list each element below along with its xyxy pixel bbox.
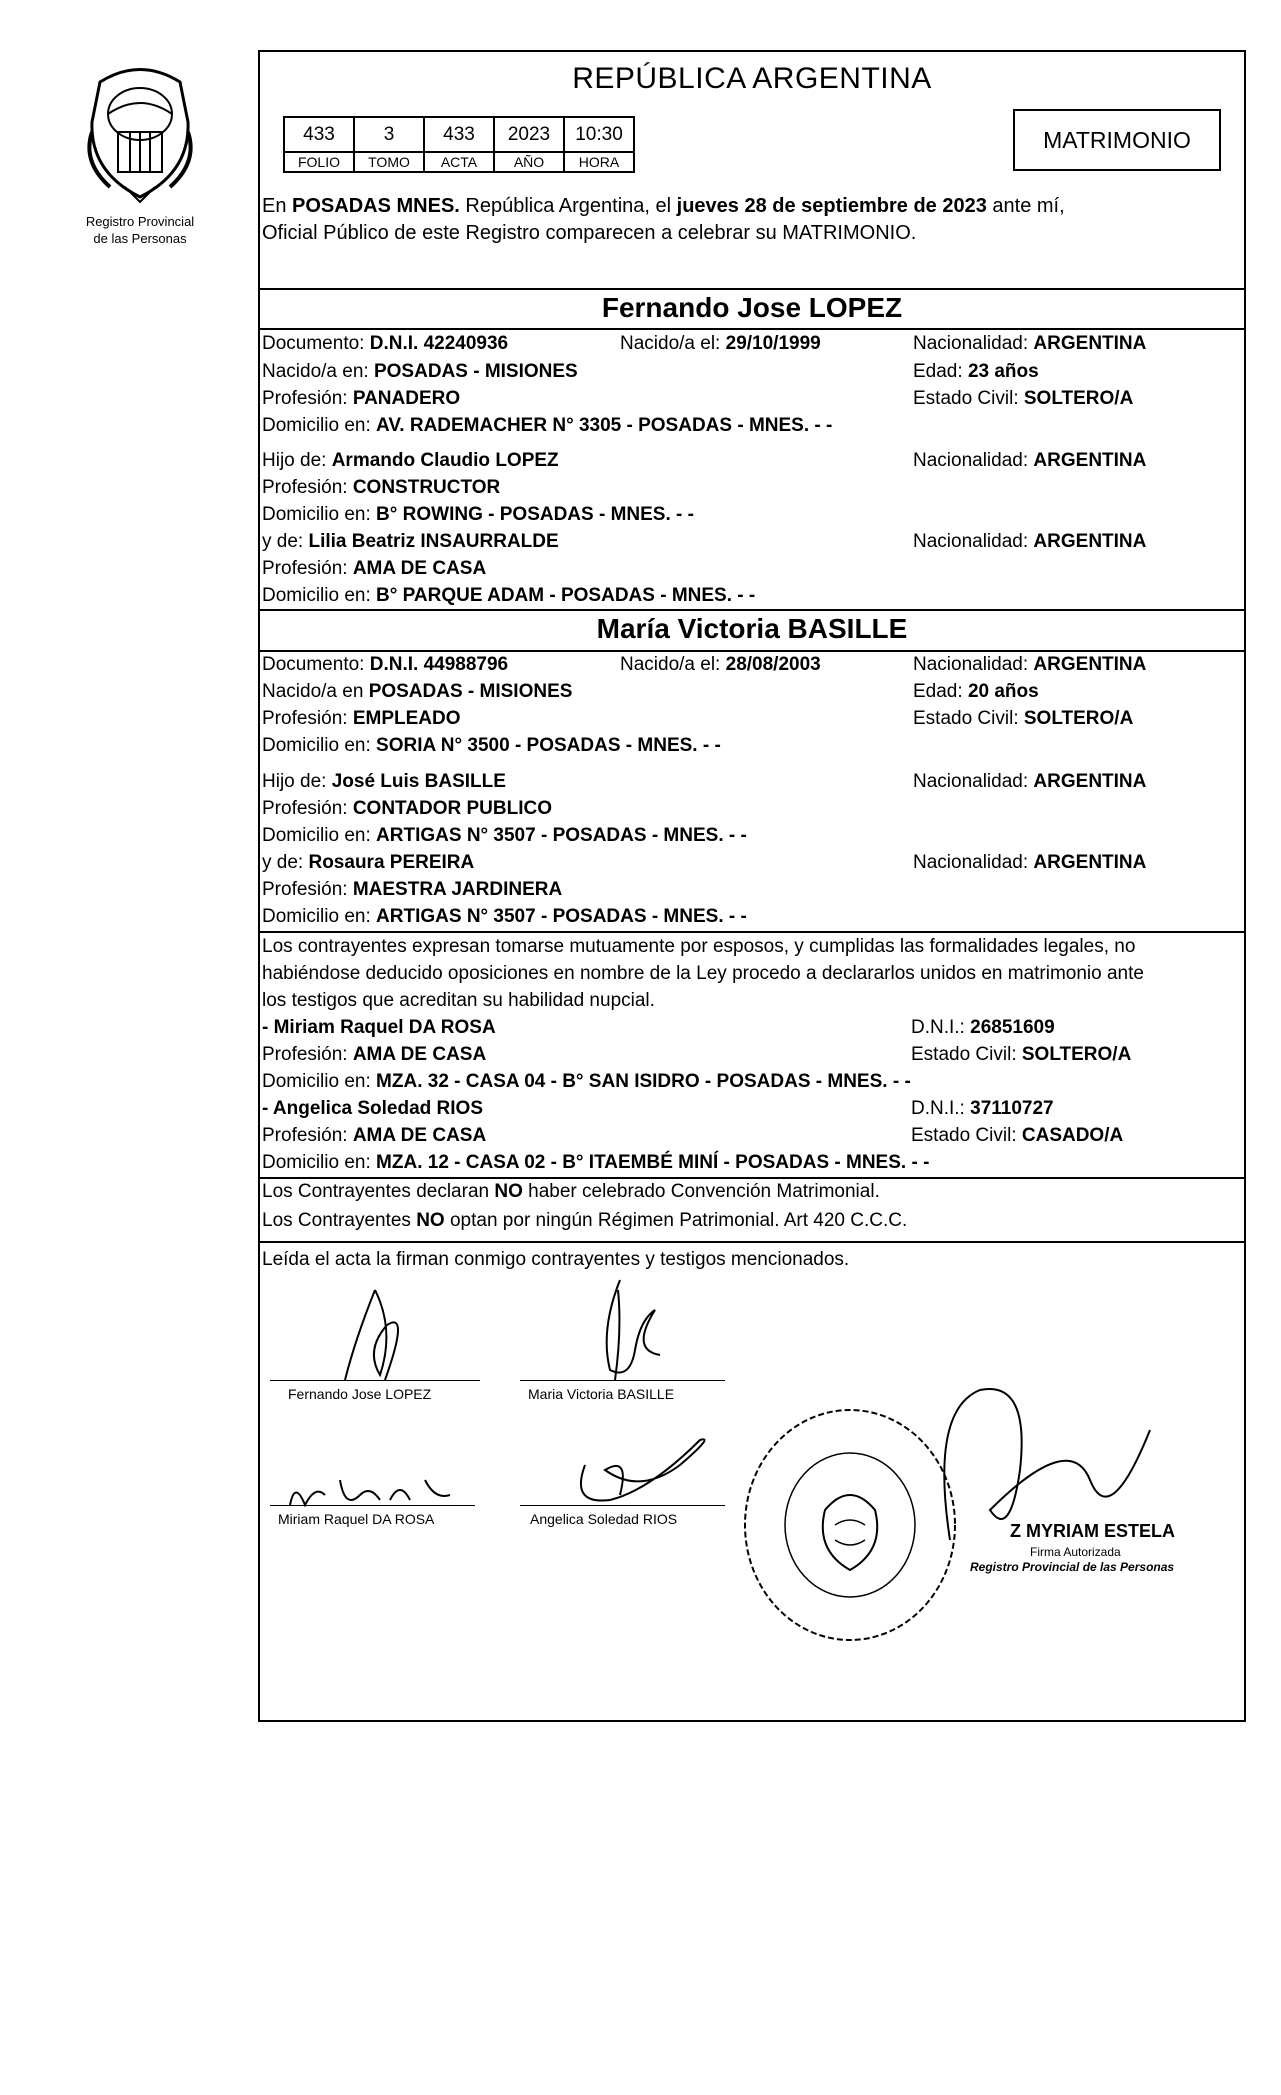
witness1-dni: D.N.I.: 26851609: [911, 1017, 1055, 1038]
spouse2-mother: y de: Rosaura PEREIRA: [262, 852, 475, 873]
page-title: REPÚBLICA ARGENTINA: [572, 62, 932, 95]
witness1-civil-status: Estado Civil: SOLTERO/A: [911, 1044, 1132, 1065]
declaration-text: Los contrayentes expresan tomarse mutuamente por esposos, y cumplidas las formalidades legales, no habiéndose deducido oposiciones en nombre de la Ley procedo a declararlos unidos en matrimonio ante los testigos que acreditan su habilidad nupcial.: [262, 936, 1144, 1011]
spouse1-age: Edad: 23 años: [913, 361, 1039, 382]
signature-spouse1: [325, 1280, 445, 1390]
divider: [258, 1241, 1246, 1243]
divider: [258, 609, 1246, 611]
spouse2-birthplace: Nacido/a en POSADAS - MISIONES: [262, 681, 573, 702]
signature-label-spouse1: Fernando Jose LOPEZ: [288, 1386, 432, 1402]
spouse2-father-nationality: Nacionalidad: ARGENTINA: [913, 771, 1147, 792]
spouse2-profession: Profesión: EMPLEADO: [262, 708, 461, 729]
spouse1-nationality: Nacionalidad: ARGENTINA: [913, 333, 1147, 354]
spouse2-nationality: Nacionalidad: ARGENTINA: [913, 654, 1147, 675]
coat-of-arms-icon: [80, 62, 200, 212]
acta-value: 433: [424, 117, 494, 152]
spouse1-father: Hijo de: Armando Claudio LOPEZ: [262, 450, 559, 471]
spouse2-document: Documento: D.N.I. 44988796: [262, 654, 509, 675]
tomo-label: TOMO: [354, 152, 424, 172]
folio-label: FOLIO: [284, 152, 354, 172]
spouse1-father-nationality: Nacionalidad: ARGENTINA: [913, 450, 1147, 471]
hora-value: 10:30: [564, 117, 634, 152]
signature-line: [270, 1505, 475, 1506]
witness2-civil-status: Estado Civil: CASADO/A: [911, 1125, 1124, 1146]
matrimonial-convention: Los Contrayentes declaran NO haber celebrado Convención Matrimonial.: [262, 1181, 880, 1202]
signature-label-witness1: Miriam Raquel DA ROSA: [278, 1511, 435, 1527]
signature-witness1: [285, 1460, 485, 1515]
witness2-dni: D.N.I.: 37110727: [911, 1098, 1054, 1119]
divider: [258, 288, 1246, 290]
spouse2-name: María Victoria BASILLE: [596, 613, 908, 644]
signature-label-witness2: Angelica Soledad RIOS: [530, 1511, 678, 1527]
spouse2-father: Hijo de: José Luis BASILLE: [262, 771, 506, 792]
tomo-value: 3: [354, 117, 424, 152]
logo-caption-1: Registro Provincial: [85, 214, 195, 229]
witness2-address: Domicilio en: MZA. 12 - CASA 02 - B° ITAEMBÉ MINÍ - POSADAS - MNES. - -: [262, 1152, 930, 1173]
divider: [258, 650, 1246, 652]
spouse1-document: Documento: D.N.I. 42240936: [262, 333, 509, 354]
divider: [258, 1177, 1246, 1179]
document-type-box: MATRIMONIO: [1013, 109, 1221, 171]
spouse1-address: Domicilio en: AV. RADEMACHER N° 3305 - POSADAS - MNES. - -: [262, 415, 833, 436]
spouse1-mother-address: Domicilio en: B° PARQUE ADAM - POSADAS - MNES. - -: [262, 585, 756, 606]
closing-text: Leída el acta la firman conmigo contrayentes y testigos mencionados.: [262, 1249, 850, 1270]
spouse1-father-address: Domicilio en: B° ROWING - POSADAS - MNES. - -: [262, 504, 694, 525]
ano-label: AÑO: [494, 152, 564, 172]
intro-place: POSADAS MNES.: [292, 195, 460, 217]
hora-label: HORA: [564, 152, 634, 172]
witness2-name: - Angelica Soledad RIOS: [262, 1098, 484, 1119]
official-role: Firma Autorizada: [1030, 1545, 1121, 1559]
spouse2-age: Edad: 20 años: [913, 681, 1039, 702]
signature-line: [520, 1380, 725, 1381]
spouse2-mother-profession: Profesión: MAESTRA JARDINERA: [262, 879, 563, 900]
patrimonial-regime: Los Contrayentes NO optan por ningún Régimen Patrimonial. Art 420 C.C.C.: [262, 1210, 908, 1231]
signature-label-spouse2: Maria Victoria BASILLE: [528, 1386, 675, 1402]
spouse1-name: Fernando Jose LOPEZ: [601, 292, 903, 323]
registry-table: [283, 116, 635, 173]
signature-witness2: [560, 1425, 730, 1515]
spouse2-birthdate: Nacido/a el: 28/08/2003: [620, 654, 821, 675]
spouse1-civil-status: Estado Civil: SOLTERO/A: [913, 388, 1134, 409]
spouse1-mother-nationality: Nacionalidad: ARGENTINA: [913, 531, 1147, 552]
logo-caption-2: de las Personas: [93, 231, 187, 246]
spouse2-mother-address: Domicilio en: ARTIGAS N° 3507 - POSADAS - MNES. - -: [262, 906, 747, 927]
witness2-profession: Profesión: AMA DE CASA: [262, 1125, 487, 1146]
spouse1-father-profession: Profesión: CONSTRUCTOR: [262, 477, 501, 498]
signature-line: [270, 1380, 480, 1381]
official-name: Z MYRIAM ESTELA: [1010, 1521, 1175, 1541]
spouse2-father-profession: Profesión: CONTADOR PUBLICO: [262, 798, 552, 819]
divider: [258, 328, 1246, 330]
ano-value: 2023: [494, 117, 564, 152]
intro-date: jueves 28 de septiembre de 2023: [676, 195, 987, 217]
signature-line: [520, 1505, 725, 1506]
spouse1-profession: Profesión: PANADERO: [262, 388, 461, 409]
spouse2-civil-status: Estado Civil: SOLTERO/A: [913, 708, 1134, 729]
registry-logo: [60, 62, 220, 246]
intro-text: En POSADAS MNES. República Argentina, el jueves 28 de septiembre de 2023 ante mí, Oficial Público de este Registro comparecen a celebrar su MATRIMONIO.: [262, 195, 1065, 244]
acta-label: ACTA: [424, 152, 494, 172]
witness1-profession: Profesión: AMA DE CASA: [262, 1044, 487, 1065]
spouse1-birthplace: Nacido/a en: POSADAS - MISIONES: [262, 361, 578, 382]
witness1-name: - Miriam Raquel DA ROSA: [262, 1017, 496, 1038]
witness1-address: Domicilio en: MZA. 32 - CASA 04 - B° SAN ISIDRO - POSADAS - MNES. - -: [262, 1071, 911, 1092]
spouse1-mother: y de: Lilia Beatriz INSAURRALDE: [262, 531, 559, 552]
spouse1-mother-profession: Profesión: AMA DE CASA: [262, 558, 487, 579]
official-office: Registro Provincial de las Personas: [970, 1560, 1175, 1574]
spouse1-birthdate: Nacido/a el: 29/10/1999: [620, 333, 821, 354]
spouse2-mother-nationality: Nacionalidad: ARGENTINA: [913, 852, 1147, 873]
folio-value: 433: [284, 117, 354, 152]
signature-spouse2: [560, 1270, 680, 1390]
spouse2-father-address: Domicilio en: ARTIGAS N° 3507 - POSADAS - MNES. - -: [262, 825, 747, 846]
spouse2-address: Domicilio en: SORIA N° 3500 - POSADAS - MNES. - -: [262, 735, 721, 756]
